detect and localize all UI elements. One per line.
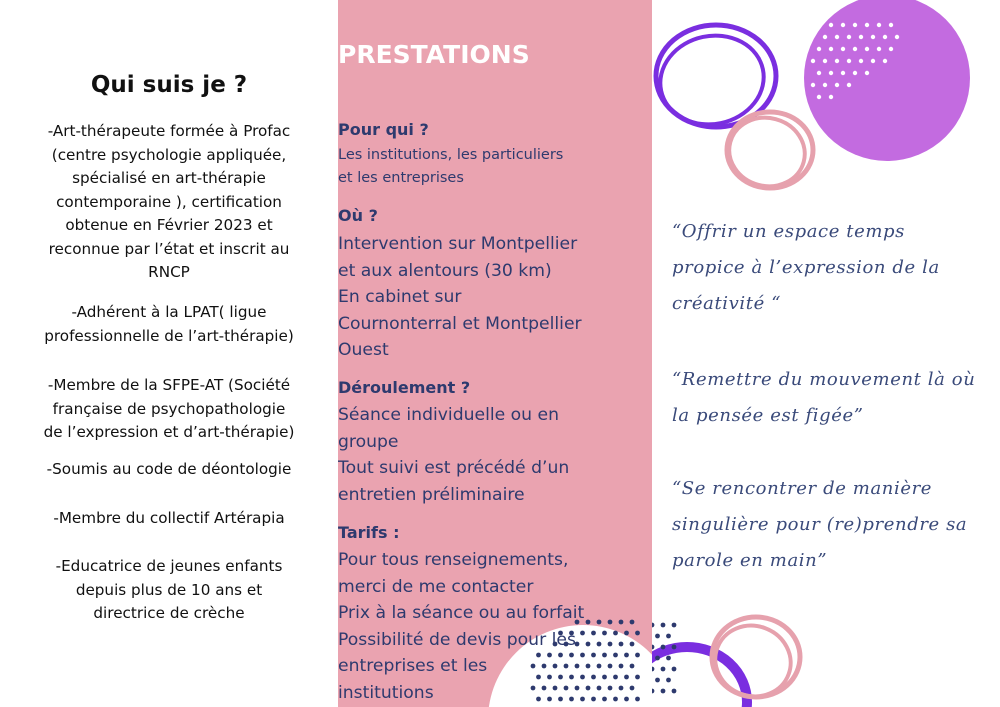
decor-dot bbox=[672, 667, 677, 672]
quotes-column bbox=[652, 0, 1000, 707]
decor-dot bbox=[841, 71, 845, 75]
prestations-title: PRESTATIONS bbox=[338, 40, 530, 69]
violet-blob bbox=[804, 0, 970, 161]
purple-ring-bottom bbox=[652, 647, 747, 707]
decor-dot bbox=[661, 667, 666, 672]
ou-text: Intervention sur Montpellier et aux alentours (30 km) En cabinet sur Cournonterral et Montpellier Ouest bbox=[338, 234, 582, 360]
decor-dot bbox=[655, 634, 660, 639]
left-title: Qui suis je ? bbox=[90, 72, 248, 98]
decor-dot bbox=[817, 95, 821, 99]
decor-dot bbox=[853, 71, 857, 75]
decor-dot bbox=[847, 83, 851, 87]
bio-block-deontologie: -Soumis au code de déontologie bbox=[46, 460, 292, 478]
decor-dot bbox=[817, 71, 821, 75]
decor-dot bbox=[652, 667, 654, 672]
decor-dot bbox=[652, 645, 654, 650]
decor-dot bbox=[823, 83, 827, 87]
bio-block-educatrice: -Educatrice de jeunes enfants depuis plus de 10 ans et directrice de crèche bbox=[55, 557, 283, 622]
decor-dot bbox=[871, 35, 875, 39]
decor-dot bbox=[666, 678, 671, 683]
decor-dot bbox=[672, 623, 677, 628]
decor-dot bbox=[847, 35, 851, 39]
pour-qui-text: Les institutions, les particuliers et les entreprises bbox=[338, 147, 564, 186]
deroulement-heading: Déroulement ? bbox=[338, 378, 471, 397]
decor-dot bbox=[877, 47, 881, 51]
top-circles-decoration bbox=[652, 0, 1000, 200]
decor-dot bbox=[661, 645, 666, 650]
decor-dot bbox=[672, 689, 677, 694]
quote-1: “Offrir un espace temps propice à l’expression de la créativité “ bbox=[672, 221, 940, 314]
decor-dot bbox=[829, 71, 833, 75]
decor-dot bbox=[666, 634, 671, 639]
decor-dot bbox=[883, 59, 887, 63]
decor-dot bbox=[853, 23, 857, 27]
decor-dot bbox=[652, 689, 654, 694]
decor-dot bbox=[811, 59, 815, 63]
decor-dot bbox=[883, 35, 887, 39]
decor-dot bbox=[895, 35, 899, 39]
bio-block-arterapia: -Membre du collectif Artérapia bbox=[53, 509, 285, 527]
decor-dot bbox=[841, 23, 845, 27]
decor-dot bbox=[841, 47, 845, 51]
decor-dot bbox=[652, 623, 654, 628]
quote-2: “Remettre du mouvement là où la pensée est figée” bbox=[672, 369, 976, 426]
tarifs-heading: Tarifs : bbox=[338, 523, 400, 542]
decor-dot bbox=[865, 47, 869, 51]
decor-dot bbox=[859, 59, 863, 63]
decor-dot bbox=[835, 83, 839, 87]
deroulement-text: Séance individuelle ou en groupe Tout suivi est précédé d’un entretien préliminaire bbox=[338, 405, 570, 505]
decor-dot bbox=[865, 23, 869, 27]
decor-dot bbox=[859, 35, 863, 39]
decor-dot bbox=[817, 47, 821, 51]
decor-dot bbox=[865, 71, 869, 75]
decor-dot bbox=[811, 83, 815, 87]
decor-dot bbox=[829, 95, 833, 99]
tarifs-text: Pour tous renseignements, merci de me contacter Prix à la séance ou au forfait Possibilité de devis pour les entreprises et les institutions bbox=[338, 550, 585, 703]
decor-dot bbox=[829, 23, 833, 27]
decor-dot bbox=[655, 678, 660, 683]
bottom-circles-decoration bbox=[652, 577, 1000, 707]
decor-dot bbox=[672, 645, 677, 650]
prestations-panel bbox=[338, 0, 652, 707]
pour-qui-heading: Pour qui ? bbox=[338, 120, 429, 139]
decor-dot bbox=[829, 47, 833, 51]
bio-block-lpat: -Adhérent à la LPAT( ligue professionnelle de l’art-thérapie) bbox=[44, 303, 294, 345]
left-column bbox=[0, 0, 338, 707]
quote-3: “Se rencontrer de manière singulière pour (re)prendre sa parole en main” bbox=[672, 478, 968, 571]
decor-dot bbox=[847, 59, 851, 63]
decor-dot bbox=[823, 35, 827, 39]
decor-dot bbox=[823, 59, 827, 63]
bio-block-certification: -Art-thérapeute formée à Profac (centre psychologie appliquée, spécialisé en art-thérapie contemporaine ), certification obtenue en Février 2023 et reconnue par l’état et inscrit au RNCP bbox=[47, 122, 291, 281]
decor-dot bbox=[666, 656, 671, 661]
decor-dot bbox=[889, 47, 893, 51]
decor-dot bbox=[877, 23, 881, 27]
decor-dot bbox=[835, 59, 839, 63]
decor-dot bbox=[889, 23, 893, 27]
bio-block-sfpe: -Membre de la SFPE-AT (Société française de psychopathologie de l’expression et d’art-thérapie) bbox=[43, 376, 295, 441]
decor-dot bbox=[661, 623, 666, 628]
decor-dot bbox=[853, 47, 857, 51]
decor-dot bbox=[835, 35, 839, 39]
decor-dot bbox=[661, 689, 666, 694]
decor-dot bbox=[871, 59, 875, 63]
ou-heading: Où ? bbox=[338, 206, 378, 225]
decor-dot bbox=[655, 656, 660, 661]
